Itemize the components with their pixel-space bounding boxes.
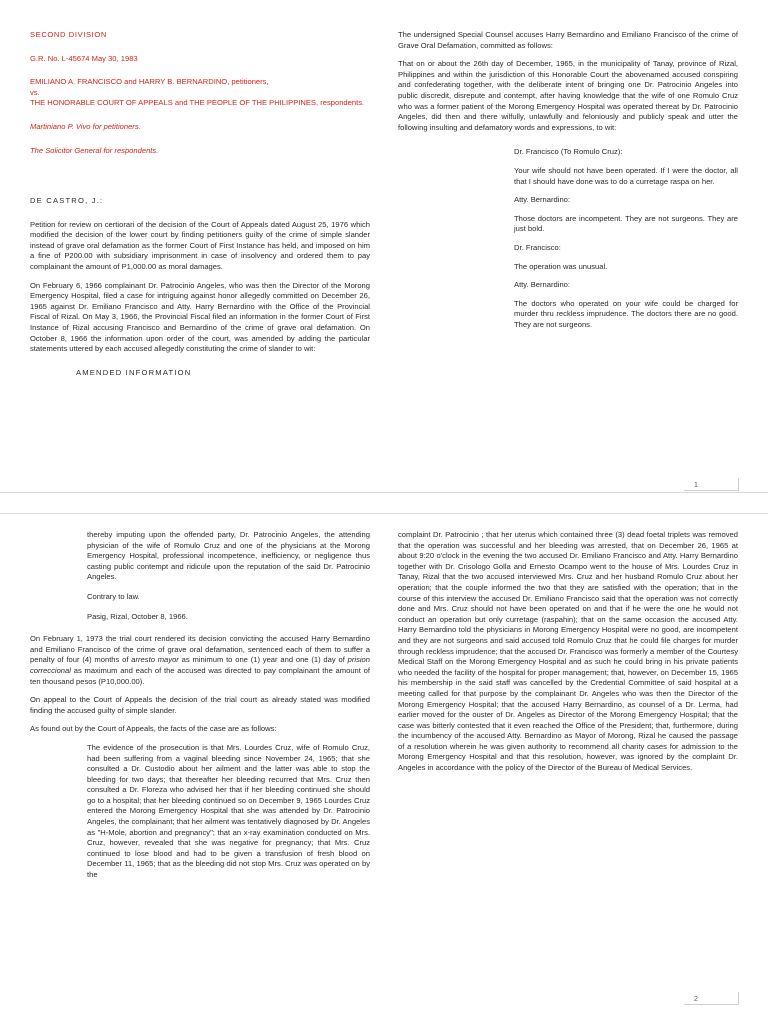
opinion-right-column — [398, 530, 738, 782]
respondents: THE HONORABLE COURT OF APPEALS and THE PEOPLE OF THE PHILIPPINES, respondents. — [30, 98, 365, 108]
paragraph-trial-decision: On February 1, 1973 the trial court rendered its decision convicting the accused Harry Bernardino and Emiliano Francisco of the crime of grave oral defamation, sentenced each of them to suffer a penalty of four (4) months of arresto mayor as minimum to one (1) year and one (1) day of prision correccional as maximum and each of the accused was directed to pay complainant the amount of ten thousand pesos (P10,000.00). — [30, 634, 370, 686]
opinion-left-column — [30, 196, 370, 386]
paragraph: Petition for review on certiorari of the decision of the Court of Appeals dated August 25, 1976 which modified the decision of the lower court by finding petitioners guilty of the crime of simple slander instead of grave oral defamation as the former Court of First Instance has held, and imposed on him a fine of P200.00 with subsidiary imprisonment in case of insolvency and ordered them to pay complainant the amount of P1,000.00 as moral damages. — [30, 219, 370, 271]
utterance: Those doctors are incompetent. They are not surgeons. They are just bold. — [514, 213, 738, 234]
speaker: Dr. Francisco: — [514, 242, 561, 252]
case-header — [30, 30, 370, 169]
paragraph: That on or about the 26th day of December, 1965, in the municipality of Tanay, province of Rizal, Philippines and within the jurisdiction of this Honorable Court the abovenamed accused conspiring and confederating together, with the deliberate intent of bringing one Dr. Patrocinio Angeles into public discredit, disrepute and contempt, after having knowledge that the wife of one Romulo Cruz who was a former patient of the Morong Emergency Hospital was operated thereat by Dr. Patrocinio Angeles, did then and there wilfully, unlawfully and feloniously and publicly speak and utter the following insulting and defamatory words and expressions, to wit: — [398, 59, 738, 132]
ponente: DE CASTRO, J.: — [30, 196, 104, 205]
utterance: The doctors who operated on your wife could be charged for murder thru reckless imprudence. The doctors there are no good. They are not surgeons. — [514, 298, 738, 329]
quoted-information-continued — [87, 530, 370, 622]
paragraph: Pasig, Rizal, October 8, 1966. — [87, 611, 188, 621]
paragraph: thereby imputing upon the offended party, Dr. Patrocinio Angeles, the attending physician of the wife of Romulo Cruz and one of the physicians at the Morong Emergency Hospital, professional incompetence, inefficiency, or negligence thus casting public contempt and ridicule upon the reputation of the said Dr. Patrocinio Angeles. — [87, 530, 370, 582]
case-number: G.R. No. L-45674 May 30, 1983 — [30, 53, 138, 63]
speaker: Atty. Bernardino: — [514, 195, 570, 205]
opinion-right-column — [398, 30, 738, 338]
page-number-box — [684, 992, 739, 1005]
utterance: Your wife should not have been operated. If I were the doctor, all that I should have done was to do a curretage raspa on her. — [514, 165, 738, 186]
amended-information-heading: AMENDED INFORMATION — [76, 367, 192, 377]
page-number: 2 — [694, 996, 698, 1003]
page-number-box — [684, 478, 739, 491]
paragraph: Contrary to law. — [87, 591, 140, 601]
opinion-left-column — [30, 530, 370, 890]
petitioners: EMILIANO A. FRANCISCO and HARRY B. BERNARDINO, petitioners, — [30, 77, 269, 87]
paragraph: complaint Dr. Patrocinio ; that her uterus which contained three (3) dead foetal triplets was removed that the operation was successful and her bleeding was arrested, that on December 26, 1965 at about 9:20 o'clock in the evening the two accused Dr. Emiliano Francisco and Atty. Harry Bernardino together with Dr. Crisologo Golla and Ernesto Ocampo went to the house of Mrs. Lourdes Cruz in Tanay, Rizal that the two accused interviewed Mrs. Cruz and her husband Romulo Cruz about her operation; that the couple informed the two that they are satisfied with the operation; that in the course of this interview the accused Dr. Emiliano Francisco said that the operation was not correctly done and Mrs. Cruz should not have been operated on and that if he were the one he would not conduct an operation but only curretage (raspahin); that on the same occasion the accused Atty. Harry Bernardino told the physicians in Morong Emergency Hospital were no good, are incompetent and they are not surgeons and said accused told Romulo Cruz that he could file charges for murder through reckless imprudence; that the accused Dr. Francisco was formerly a member of the Courtesy Medical Staff on the Morong Emergency Hospital and as such he could bring in his private patients who needed the facility of the hospital for proper management; that, however, on December 15, 1965 his membership in the said staff was cancelled by the Credential Committee of said hospital at a meeting called for that purpose by the complainant Dr. Angeles who was then the Director of the Morong Emergency Hospital; that the accused Harry Bernardino, as counsel of a Dr. Lerma, had earlier moved for the ouster of Dr. Angeles as Director of the Morong Emergency Hospital; that the case was bitterly contested that it even reached the Office of the President; that, furthermore, during the incumbency of the accused Atty. Bernardino as Mayor of Morong, Rizal he caused the passage of a resolution wherein he was given authority to recommend all charity cases for admission to the Morong Emergency Hospital and that this resolution, however, was ignored by the complaint Dr. Angeles in accordance with the policy of the Director of the Bureau of Medical Services. — [398, 530, 738, 773]
paragraph: On February 6, 1966 complainant Dr. Patrocinio Angeles, who was then the Director of the Morong Emergency Hospital, filed a case for intriguing against honor allegedly committed on December 26, 1965 against Dr. Emiliano Francisco and Atty. Harry Bernardino with the Office of the Provincial Fiscal of Rizal. On May 3, 1966, the Provincial Fiscal filed an information in the former Court of First Instance of Rizal accusing Francisco and Bernardino of the crime of grave oral defamation. On October 8, 1966 the information upon order of the court, was amended by adding the particular statements uttered by each accused allegedly constituting the crime of slander to wit: — [30, 280, 370, 354]
evidence-block — [87, 743, 370, 881]
paragraph-facts: As found out by the Court of Appeals, the facts of the case are as follows: — [30, 724, 277, 734]
speaker: Dr. Francisco (To Romulo Cruz): — [514, 147, 623, 157]
page-number: 1 — [694, 482, 698, 489]
speaker: Atty. Bernardino: — [514, 280, 570, 290]
counsel-petitioners: Martiniano P. Vivo for petitioners. — [30, 121, 141, 131]
paragraph: The undersigned Special Counsel accuses Harry Bernardino and Emiliano Francisco of the crime of Grave Oral Defamation, committed as follows: — [398, 30, 738, 50]
page-separator — [0, 492, 768, 514]
quoted-dialogue — [514, 147, 738, 330]
versus: vs. — [30, 87, 40, 97]
paragraph-appeal: On appeal to the Court of Appeals the decision of the trial court as already stated was modified finding the accused guilty of simple slander. — [30, 695, 370, 715]
counsel-respondents: The Solicitor General for respondents. — [30, 145, 159, 155]
document-page-1 — [0, 0, 768, 492]
document-page-2 — [0, 514, 768, 1024]
paragraph: The evidence of the prosecution is that Mrs. Lourdes Cruz, wife of Romulo Cruz, had been suffering from a vaginal bleeding since November 24, 1965; that she consulted a Dr. Custodio about her ailment and the latter was able to stop the bleeding for two days; that thereafter her bleeding recurred that Mrs. Cruz then consulted a Dr. Floreza who advised her that if her bleeding continued she should go to a hospital; that her bleeding continued so on December 9, 1965 Lourdes Cruz entered the Morong Emergency Hospital that she was attended by Dr. Patrocinio Angeles, the complainant; that her ailment was tentatively diagnosed by Dr. Angeles as "H-Mole, abortion and pregnancy"; that an x-ray examination conducted on Mrs. Cruz, however, revealed that she was negative for pregnancy; that Mrs. Cruz continued to lose blood and had to be given a transfusion of fresh blood on December 11, 1965; that as the bleeding did not stop Mrs. Cruz was operated on by the — [87, 742, 370, 880]
division-label: SECOND DIVISION — [30, 30, 107, 39]
utterance: The operation was unusual. — [514, 261, 608, 271]
